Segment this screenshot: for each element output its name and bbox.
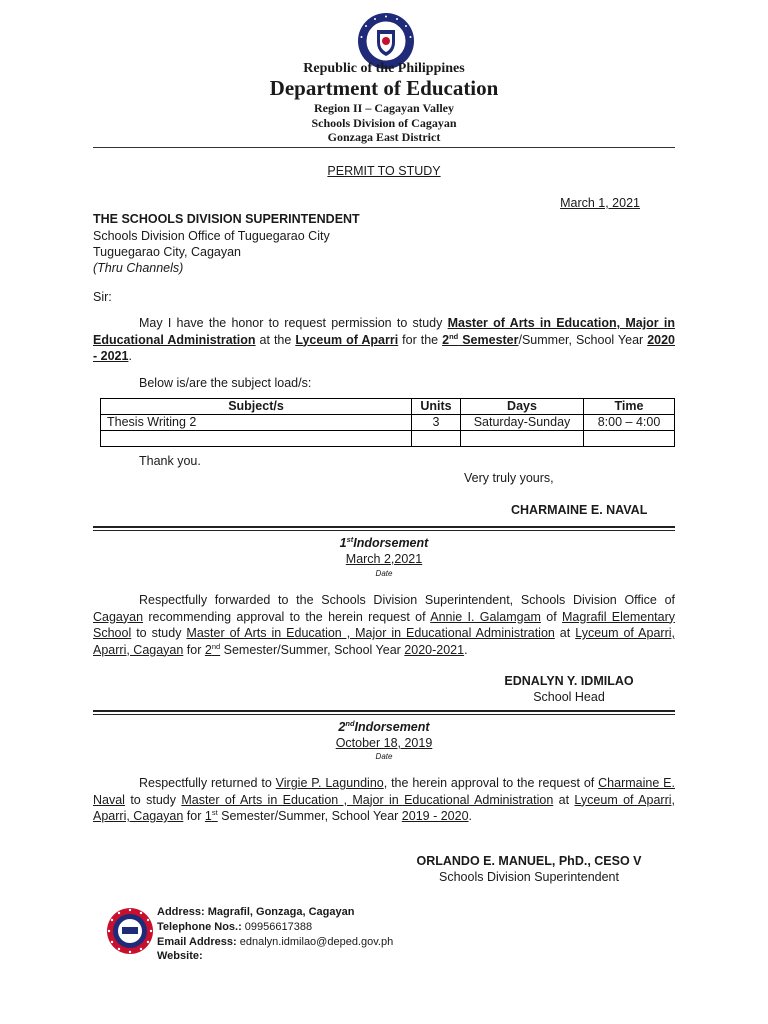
school-logo-icon (106, 907, 154, 955)
header-department: Department of Education (269, 76, 499, 100)
footer-website: Website: (157, 950, 203, 962)
addressee-office: Schools Division Office of Tuguegarao City (93, 229, 330, 243)
footer-address: Address: Magrafil, Gonzaga, Cagayan (157, 906, 355, 918)
addressee-city: Tuguegarao City, Cagayan (93, 245, 242, 259)
table-cell-subject (101, 431, 412, 447)
requested-program: Master of Arts in Education, Major in Educational Administration (93, 316, 675, 347)
table-header-days: Days (461, 399, 584, 415)
header-district: Gonzaga East District (327, 130, 441, 144)
footer-email: Email Address: ednalyn.idmilao@deped.gov.ph (157, 936, 394, 948)
indorsement2-date-caption: Date (375, 752, 393, 761)
request-text: May I have the honor to request permission to study (139, 316, 448, 330)
footer-telephone: Telephone Nos.: 09956617388 (157, 921, 313, 933)
indorsement2-title: 2ndIndorsement (338, 719, 430, 734)
closing: Very truly yours, (464, 471, 554, 485)
table-header-row (101, 399, 675, 415)
indorsement1-paragraph: Respectfully forwarded to the Schools Division Superintendent, Schools Division Office of Cagayan recommending approval to the herein request of Annie I. Galamgam of Magrafil Elementary School to study Master of Arts in Education , Major in Educational Administration at Lyceum of Aparri, Aparri, Cagayan for 2nd Semester/Summer, School Year 2020-2021. (93, 593, 676, 657)
indorsement2-signer-title: Schools Division Superintendent (439, 870, 619, 884)
requested-school-year: 2020 - 2021 (93, 332, 675, 363)
table-header-units: Units (412, 399, 461, 415)
page-title: PERMIT TO STUDY (327, 164, 441, 178)
request-text: for the (398, 332, 443, 347)
table-header-subject: Subject/s (101, 399, 412, 415)
header-division: Schools Division of Cagayan (311, 116, 457, 130)
request-paragraph (93, 315, 675, 365)
subject-intro: Below is/are the subject load/s: (139, 376, 312, 390)
indorsement1-date: March 2,2021 (345, 552, 423, 566)
indorsement2-rule (93, 710, 675, 715)
indorsement1-signer-title: School Head (533, 690, 605, 704)
table-cell-time: 8:00 – 4:00 (584, 415, 675, 431)
thanks: Thank you. (139, 454, 201, 468)
addressee-name: THE SCHOOLS DIVISION SUPERINTENDENT (93, 212, 360, 226)
signatory-name: CHARMAINE E. NAVAL (511, 503, 648, 517)
table-cell-units (412, 431, 461, 447)
salutation: Sir: (93, 290, 112, 304)
table-header-time: Time (584, 399, 675, 415)
header-rule (93, 147, 675, 148)
addressee-via: (Thru Channels) (93, 261, 184, 275)
table-cell-days: Saturday-Sunday (461, 415, 584, 431)
subject-table (100, 398, 675, 447)
table-row (101, 431, 675, 447)
indorsement1-title: 1stIndorsement (339, 535, 429, 550)
requested-semester: 2nd Semester (442, 331, 519, 347)
indorsement1-rule (93, 526, 675, 531)
header-republic: Republic of the Philippines (303, 61, 465, 76)
indorsement2-date: October 18, 2019 (335, 736, 433, 750)
table-row (101, 415, 675, 431)
indorsement2-signer: ORLANDO E. MANUEL, PhD., CESO V (416, 854, 642, 868)
request-text: at the (255, 332, 296, 347)
requested-school: Lyceum of Aparri (295, 332, 399, 347)
footer-logo (106, 907, 154, 955)
indorsement2-paragraph: Respectfully returned to Virgie P. Lagundino, the herein approval to the request of Charmaine E. Naval to study Master of Arts in Education , Major in Educational Administration at Lyceum of Aparri, Aparri, Cagayan for 1st Semester/Summer, School Year 2019 - 2020. (93, 776, 675, 823)
letter-date: March 1, 2021 (560, 196, 640, 210)
table-cell-days (461, 431, 584, 447)
indorsement1-signer: EDNALYN Y. IDMILAO (504, 674, 634, 688)
request-text: . (128, 349, 132, 363)
table-cell-units: 3 (412, 415, 461, 431)
indorsement1-date-caption: Date (375, 569, 393, 578)
request-text: /Summer, School Year (518, 332, 648, 347)
table-cell-time (584, 431, 675, 447)
table-cell-subject: Thesis Writing 2 (101, 415, 412, 431)
header-region: Region II – Cagayan Valley (313, 101, 455, 115)
